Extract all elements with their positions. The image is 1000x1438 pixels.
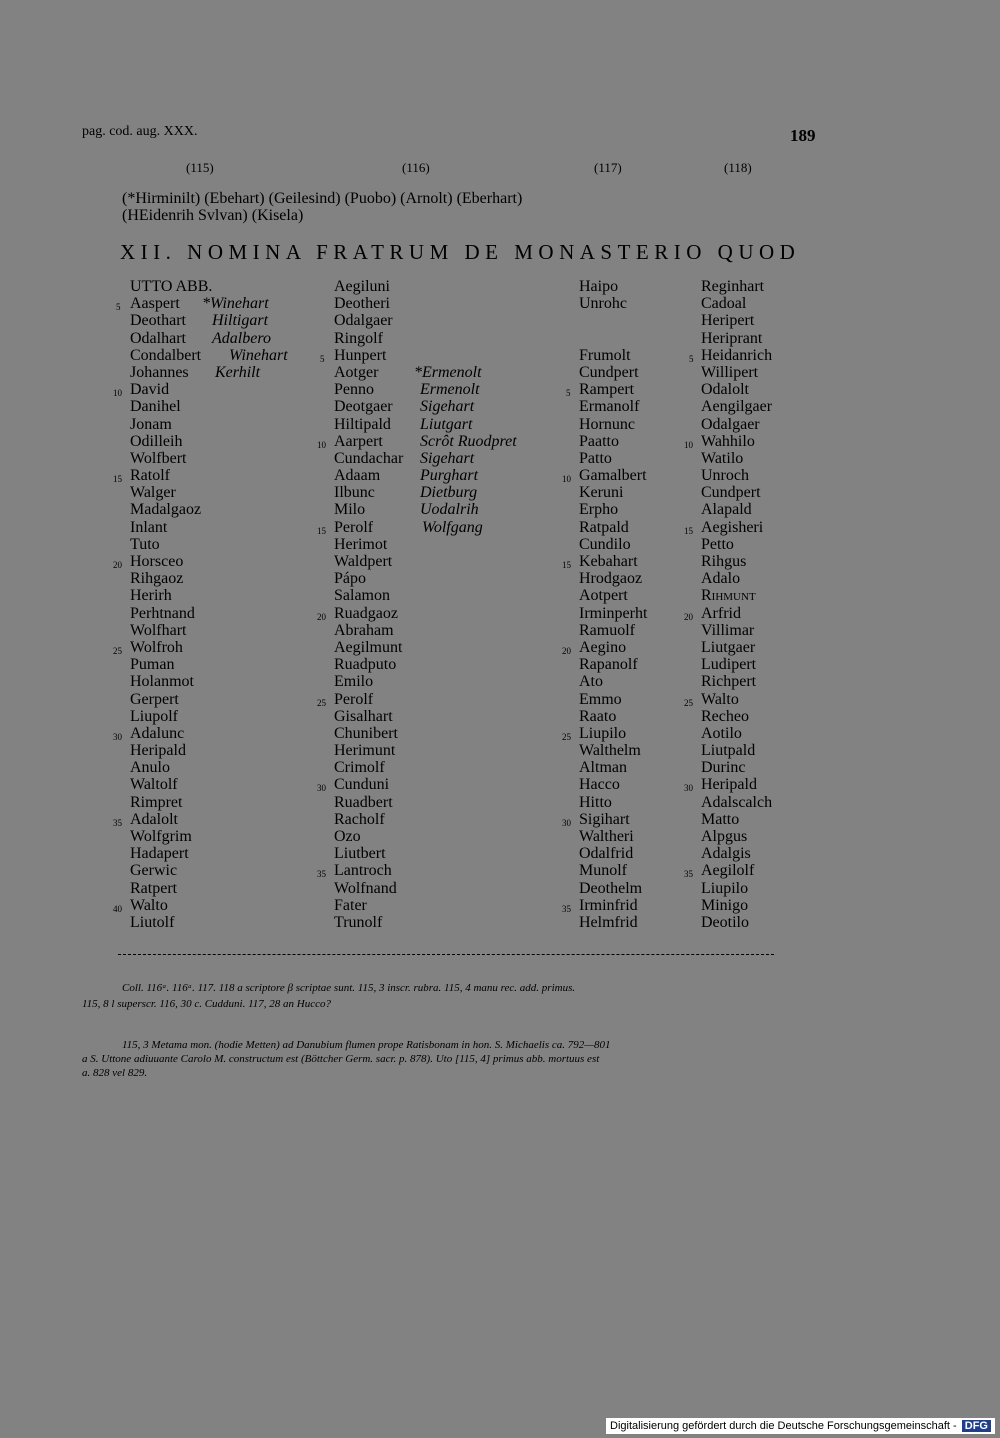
list-item (684, 604, 772, 622)
line-number: 30 (684, 783, 693, 794)
list-item: Frumolt (579, 346, 631, 364)
list-item (116, 295, 269, 313)
list-item: Pápo (334, 570, 366, 588)
list-item: Haipo (579, 278, 619, 295)
running-head: pag. cod. aug. XXX. (82, 124, 198, 139)
line-number: 35 (317, 869, 326, 880)
digitization-credit (606, 1418, 995, 1434)
list-item: Racholf (334, 810, 385, 828)
line-number: 30 (113, 731, 122, 742)
list-item: Patto (579, 449, 612, 467)
name: Ratolf (130, 467, 170, 485)
list-item: Waltheri (579, 828, 634, 845)
list-item: Gerwic (130, 862, 178, 880)
list-item (562, 724, 647, 742)
added-name: Sigehart (420, 398, 475, 416)
line-number: 10 (113, 388, 122, 399)
list-item: Liutgaer (701, 638, 756, 656)
list-item (113, 724, 212, 742)
list-item: Ozo (334, 828, 361, 845)
list-item (317, 518, 483, 536)
list-item: Crimolf (334, 759, 385, 777)
name: Lantroch (334, 862, 392, 880)
list-item (562, 638, 647, 656)
list-item: Ratpert (130, 879, 178, 897)
added-name: Adalbero (212, 329, 271, 347)
list-item: Gisalhart (334, 707, 393, 725)
name: Adalolt (130, 810, 178, 828)
list-item: Wolfhart (130, 621, 187, 639)
list-item: Inlant (130, 518, 168, 536)
line-number: 35 (113, 817, 122, 828)
list-item: Heriprant (701, 329, 763, 347)
list-item: Odalolt (701, 381, 749, 399)
list-item: Wolfnand (334, 879, 397, 897)
list-item (334, 484, 478, 502)
name: Sigihart (579, 810, 630, 828)
list-item: Ratpald (579, 518, 629, 536)
list-item: Keruni (579, 484, 624, 502)
list-item (317, 432, 517, 450)
apparatus-note-1: Coll. 116ᵃ. 116ᵃ. 117. 118 a scriptore β scriptae sunt. 115, 3 inscr. rubra. 115, 4 manu rec. add. primus. (122, 982, 576, 994)
line-number: 15 (113, 474, 122, 485)
list-item: Minigo (701, 896, 749, 914)
list-item (113, 810, 212, 828)
name: Penno (334, 381, 374, 399)
name: Johannes (130, 363, 189, 381)
list-item: Villimar (701, 621, 755, 639)
list-item: Unrohc (579, 295, 627, 313)
line-number: 25 (684, 697, 693, 708)
list-item: Chunibert (334, 724, 398, 742)
list-item: Emilo (334, 673, 374, 691)
list-item: Matto (701, 810, 740, 828)
list-item: Recheo (701, 707, 749, 725)
name: Horsceo (130, 553, 184, 570)
list-item (317, 690, 403, 708)
list-item: Adalgis (701, 845, 751, 863)
list-item: Hadapert (130, 845, 189, 863)
list-item (113, 638, 212, 656)
list-item (579, 312, 647, 329)
list-item: Paatto (579, 432, 619, 450)
list-item (684, 690, 772, 708)
added-name: Wolfgang (422, 518, 483, 536)
name: Milo (334, 501, 366, 519)
added-name: *Winehart (202, 295, 269, 313)
list-item: Liutpald (701, 742, 756, 760)
list-item: Aegiluni (334, 278, 390, 295)
added-name: Winehart (229, 346, 288, 364)
list-item: Gerpert (130, 690, 179, 708)
list-item: Rihmunt (701, 587, 756, 605)
previous-names-line-2: (HEidenrih Svlvan) (Kisela) (122, 207, 304, 224)
list-item (579, 330, 647, 347)
list-item (320, 346, 403, 364)
list-item: Rihgus (701, 553, 747, 570)
list-item: Fater (334, 896, 367, 914)
list-item: Wolfbert (130, 449, 187, 467)
line-number: 10 (562, 474, 571, 485)
list-item (684, 518, 772, 536)
line-number: 5 (566, 388, 571, 399)
list-item (130, 363, 261, 381)
added-name: Scrôt Ruodpret (420, 432, 517, 450)
line-number: 15 (562, 560, 571, 570)
page-number: 189 (790, 126, 816, 145)
name: Irminfrid (579, 896, 638, 914)
line-number: 15 (317, 525, 326, 536)
name: Walto (701, 690, 739, 708)
list-item (317, 604, 403, 622)
list-item: Reginhart (701, 278, 765, 295)
added-name: Sigehart (420, 449, 475, 467)
list-item (562, 810, 647, 828)
list-item: Liupilo (701, 879, 749, 897)
list-item (334, 501, 479, 519)
list-item: Durinc (701, 759, 746, 777)
list-item: Waldpert (334, 553, 393, 570)
list-item: Helmfrid (579, 913, 638, 931)
line-number: 15 (684, 525, 693, 536)
list-item: Petto (701, 535, 734, 553)
list-item: Alapald (701, 501, 752, 519)
list-item: Rapanolf (579, 656, 638, 674)
list-item: Richpert (701, 673, 757, 691)
list-item: Madalgaoz (130, 501, 202, 519)
list-item: Ludipert (701, 656, 757, 674)
added-name: Hiltigart (212, 312, 269, 330)
name: Rampert (579, 381, 635, 399)
list-item: Cundilo (579, 535, 631, 553)
added-name: *Ermenolt (414, 363, 482, 381)
name: Cunduni (334, 776, 390, 794)
list-item: Altman (579, 759, 627, 777)
list-item: Hornunc (579, 415, 635, 433)
name: Hunpert (334, 346, 387, 364)
name: Wahhilo (701, 432, 755, 450)
list-item: Willipert (701, 363, 759, 381)
dfg-logo: DFG (962, 1420, 991, 1432)
list-item (566, 381, 647, 399)
list-item (334, 381, 480, 399)
list-item: Deotilo (701, 913, 749, 931)
line-number: 35 (562, 903, 571, 914)
list-item: Ringolf (334, 329, 383, 347)
list-item: Salamon (334, 587, 390, 605)
list-item (113, 896, 212, 914)
section-title: XII. NOMINA FRATRUM DE MONASTERIO QUOD (120, 240, 801, 264)
list-item (689, 346, 773, 364)
name: Perolf (334, 518, 374, 536)
list-item: Emmo (579, 690, 622, 708)
list-item: Rihgaoz (130, 570, 184, 588)
list-item: Raato (579, 707, 617, 725)
column-116 (317, 278, 517, 931)
column-number-117: (117) (594, 160, 622, 175)
list-item: Odalgaer (701, 415, 760, 433)
list-item: Walger (130, 484, 176, 502)
list-item (562, 467, 647, 485)
list-item: Tuto (130, 535, 160, 553)
list-item: Hacco (579, 776, 620, 794)
column-number-116: (116) (402, 160, 430, 175)
list-item: Deotheri (334, 295, 390, 313)
list-item: Liutbert (334, 845, 386, 863)
list-item (113, 553, 212, 570)
list-item: Heripert (701, 312, 755, 330)
list-item (562, 896, 647, 914)
list-item: Ruadbert (334, 793, 393, 811)
list-item: Hitto (579, 793, 612, 811)
line-number: 5 (689, 353, 694, 364)
list-item: Cadoal (701, 295, 747, 313)
added-name: Kerhilt (215, 363, 261, 381)
line-number: 25 (113, 645, 122, 656)
list-item: Herimot (334, 535, 388, 553)
line-number: 10 (684, 439, 693, 450)
added-name: Purghart (420, 467, 479, 485)
apparatus-note-2: 115, 8 l superscr. 116, 30 c. Cudduni. 117, 28 an Hucco? (82, 998, 332, 1010)
list-item: Odalfrid (579, 845, 634, 863)
list-item: Herimunt (334, 742, 396, 760)
list-item: Cundpert (579, 363, 639, 381)
list-item: Deothelm (579, 879, 643, 897)
name: Ilbunc (334, 484, 375, 502)
list-item: Anulo (130, 759, 170, 777)
list-item: Waltolf (130, 776, 178, 794)
list-item (684, 862, 772, 880)
name: Aotger (334, 363, 379, 381)
commentary-note-1: 115, 3 Metama mon. (hodie Metten) ad Danubium flumen prope Ratisbonam in hon. S. Michaelis ca. 792—801 (122, 1039, 611, 1051)
line-number: 5 (116, 302, 121, 313)
list-item: Odalgaer (334, 312, 393, 330)
line-number: 25 (317, 697, 326, 708)
name: Adalunc (130, 724, 185, 742)
name: Hiltipald (334, 415, 391, 433)
list-item (334, 398, 475, 416)
list-item (334, 449, 475, 467)
abbot-heading: UTTO ABB. (130, 278, 213, 295)
list-item: Ermanolf (579, 398, 640, 416)
name: Walto (130, 896, 168, 914)
list-item: Walthelm (579, 742, 641, 760)
list-item (130, 329, 271, 347)
line-number: 30 (317, 783, 326, 794)
list-item: Munolf (579, 862, 627, 880)
list-item (317, 862, 403, 880)
column-115 (113, 278, 288, 931)
added-name: Ermenolt (420, 381, 480, 399)
list-item (317, 776, 403, 794)
added-name: Dietburg (420, 484, 478, 502)
list-item: Unroch (701, 467, 749, 485)
name: Heripald (701, 776, 757, 794)
list-item (130, 312, 269, 330)
line-number: 5 (320, 353, 325, 364)
column-118 (684, 278, 773, 931)
list-item: Liupolf (130, 707, 178, 725)
list-item: Puman (130, 656, 175, 674)
name: Aarpert (334, 432, 383, 450)
name: Wolfroh (130, 638, 183, 656)
name: Arfrid (701, 604, 741, 622)
name: Aegilolf (701, 862, 755, 880)
name: Heidanrich (701, 346, 773, 364)
list-item: Odilleih (130, 432, 183, 450)
line-number: 40 (113, 903, 122, 914)
list-item: Liutolf (130, 913, 175, 931)
column-number-115: (115) (186, 160, 214, 175)
name: Ruadgaoz (334, 604, 398, 622)
name: Aegisheri (701, 518, 764, 536)
name: Condalbert (130, 346, 202, 364)
list-item (334, 415, 473, 433)
list-item (113, 381, 212, 399)
name: David (130, 381, 170, 399)
list-item: Aengilgaer (701, 398, 773, 416)
commentary-note-3: a. 828 vel 829. (82, 1067, 148, 1079)
line-number: 30 (562, 817, 571, 828)
line-number: 20 (684, 611, 693, 622)
list-item: Hrodgaoz (579, 570, 643, 588)
list-item: Erpho (579, 501, 619, 519)
list-item: Jonam (130, 415, 172, 433)
list-item: Aotilo (701, 724, 742, 742)
list-item: Watilo (701, 449, 744, 467)
list-item (684, 776, 772, 794)
line-number: 25 (562, 731, 571, 742)
added-name: Uodalrih (420, 501, 479, 519)
list-item: Perhtnand (130, 604, 195, 622)
column-117 (562, 278, 648, 931)
list-item (334, 467, 479, 485)
list-item: Ato (579, 673, 603, 691)
list-item: Ruadputo (334, 656, 397, 674)
list-item: Danihel (130, 398, 181, 416)
line-number: 20 (113, 560, 122, 570)
list-item: Aegilmunt (334, 638, 403, 656)
footnote-divider (118, 954, 774, 955)
list-item (562, 553, 647, 570)
name: Cundachar (334, 449, 404, 467)
name: Gamalbert (579, 467, 647, 485)
list-item (684, 432, 772, 450)
name: Kebahart (579, 553, 638, 570)
line-number: 35 (684, 869, 693, 880)
list-item (113, 467, 212, 485)
list-item: Irminperht (579, 604, 648, 622)
name: Aaspert (130, 295, 180, 313)
name: Deothart (130, 312, 186, 330)
list-item: Herirh (130, 587, 172, 605)
line-number: 20 (317, 611, 326, 622)
added-name: Liutgart (420, 415, 473, 433)
name: Liupilo (579, 724, 627, 742)
credit-text: Digitalisierung gefördert durch die Deutsche Forschungsgemeinschaft - (610, 1420, 957, 1432)
name: Adaam (334, 467, 381, 485)
commentary-note-2: a S. Uttone adiuuante Carolo M. constructum est (Böttcher Germ. sacr. p. 878). Uto [115, 4] primus abb. mortuus est (82, 1053, 600, 1065)
list-item: Rimpret (130, 793, 183, 811)
previous-names-line-1: (*Hirminilt) (Ebehart) (Geilesind) (Puobo) (Arnolt) (Eberhart) (122, 190, 523, 207)
name: Deotgaer (334, 398, 393, 416)
list-item: Adalscalch (701, 793, 773, 811)
line-number: 10 (317, 439, 326, 450)
name: Odalhart (130, 329, 186, 347)
column-number-118: (118) (724, 160, 752, 175)
name: Aegino (579, 638, 627, 656)
list-item: Ramuolf (579, 621, 635, 639)
list-item: Trunolf (334, 913, 383, 931)
list-item: Alpgus (701, 828, 748, 845)
list-item: Adalo (701, 570, 741, 588)
list-item: Cundpert (701, 484, 761, 502)
name: Perolf (334, 690, 374, 708)
list-item (334, 363, 482, 381)
list-item: Abraham (334, 621, 394, 639)
list-item: Wolfgrim (130, 828, 192, 845)
list-item: Heripald (130, 742, 186, 760)
list-item: Aotpert (579, 587, 628, 605)
list-item: Holanmot (130, 673, 194, 691)
line-number: 20 (562, 645, 571, 656)
list-item (130, 346, 288, 364)
